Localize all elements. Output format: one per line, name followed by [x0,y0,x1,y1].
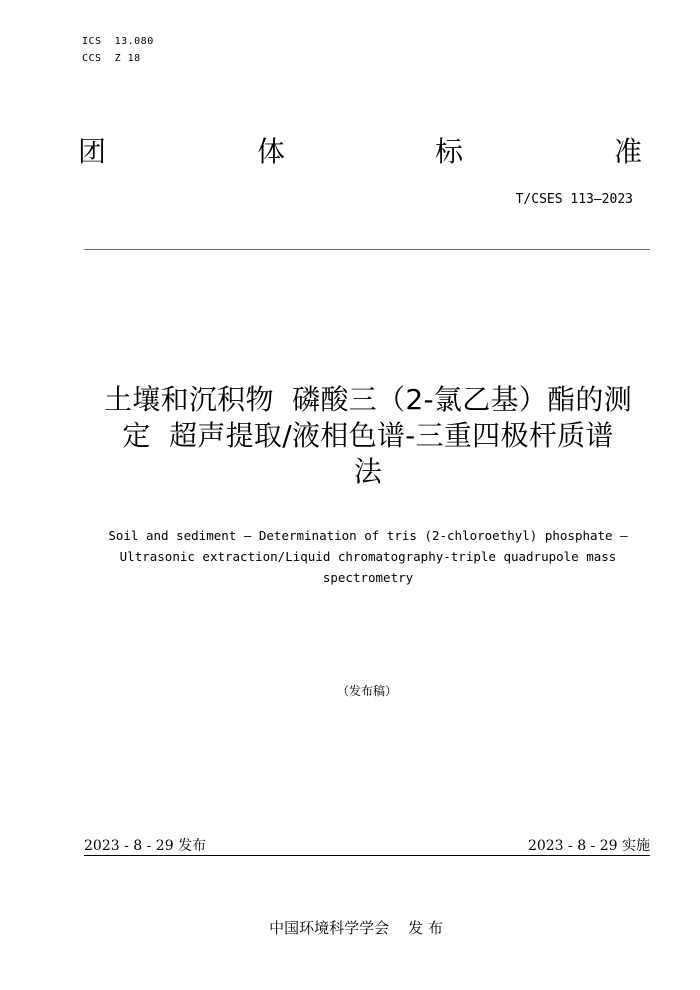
standard-type-char: 准 [614,135,643,168]
english-title-line: spectrometry [322,570,414,585]
english-title [60,525,676,588]
standard-type-char: 团 [78,135,107,168]
ics-code: ICS 13.080 [82,36,154,47]
chinese-title-line: 定 超声提取/液相色谱-三重四极杆质谱 [122,419,614,452]
chinese-title-line: 土壤和沉积物 磷酸三（2-氯乙基）酯的测 [103,383,633,416]
standard-number: T/CSES 113—2023 [515,192,633,207]
english-title-line: Soil and sediment — Determination of tris (2-chloroethyl) phosphate — [108,528,628,543]
publisher: 中国环境科学学会 发 布 [269,919,443,937]
standard-type-char: 体 [257,135,286,168]
footer-divider [84,855,650,856]
english-title-line: Ultrasonic extraction/Liquid chromatography-triple quadrupole mass [119,549,617,564]
header-divider [84,249,650,250]
chinese-title-line: 法 [353,455,383,488]
implement-date: 2023 - 8 - 29 实施 [527,838,650,854]
publish-date: 2023 - 8 - 29 发布 [84,838,207,854]
ccs-code: CCS Z 18 [82,53,141,64]
draft-label: （发布稿） [336,684,397,698]
standard-type-char: 标 [435,135,464,168]
chinese-title [70,382,666,490]
